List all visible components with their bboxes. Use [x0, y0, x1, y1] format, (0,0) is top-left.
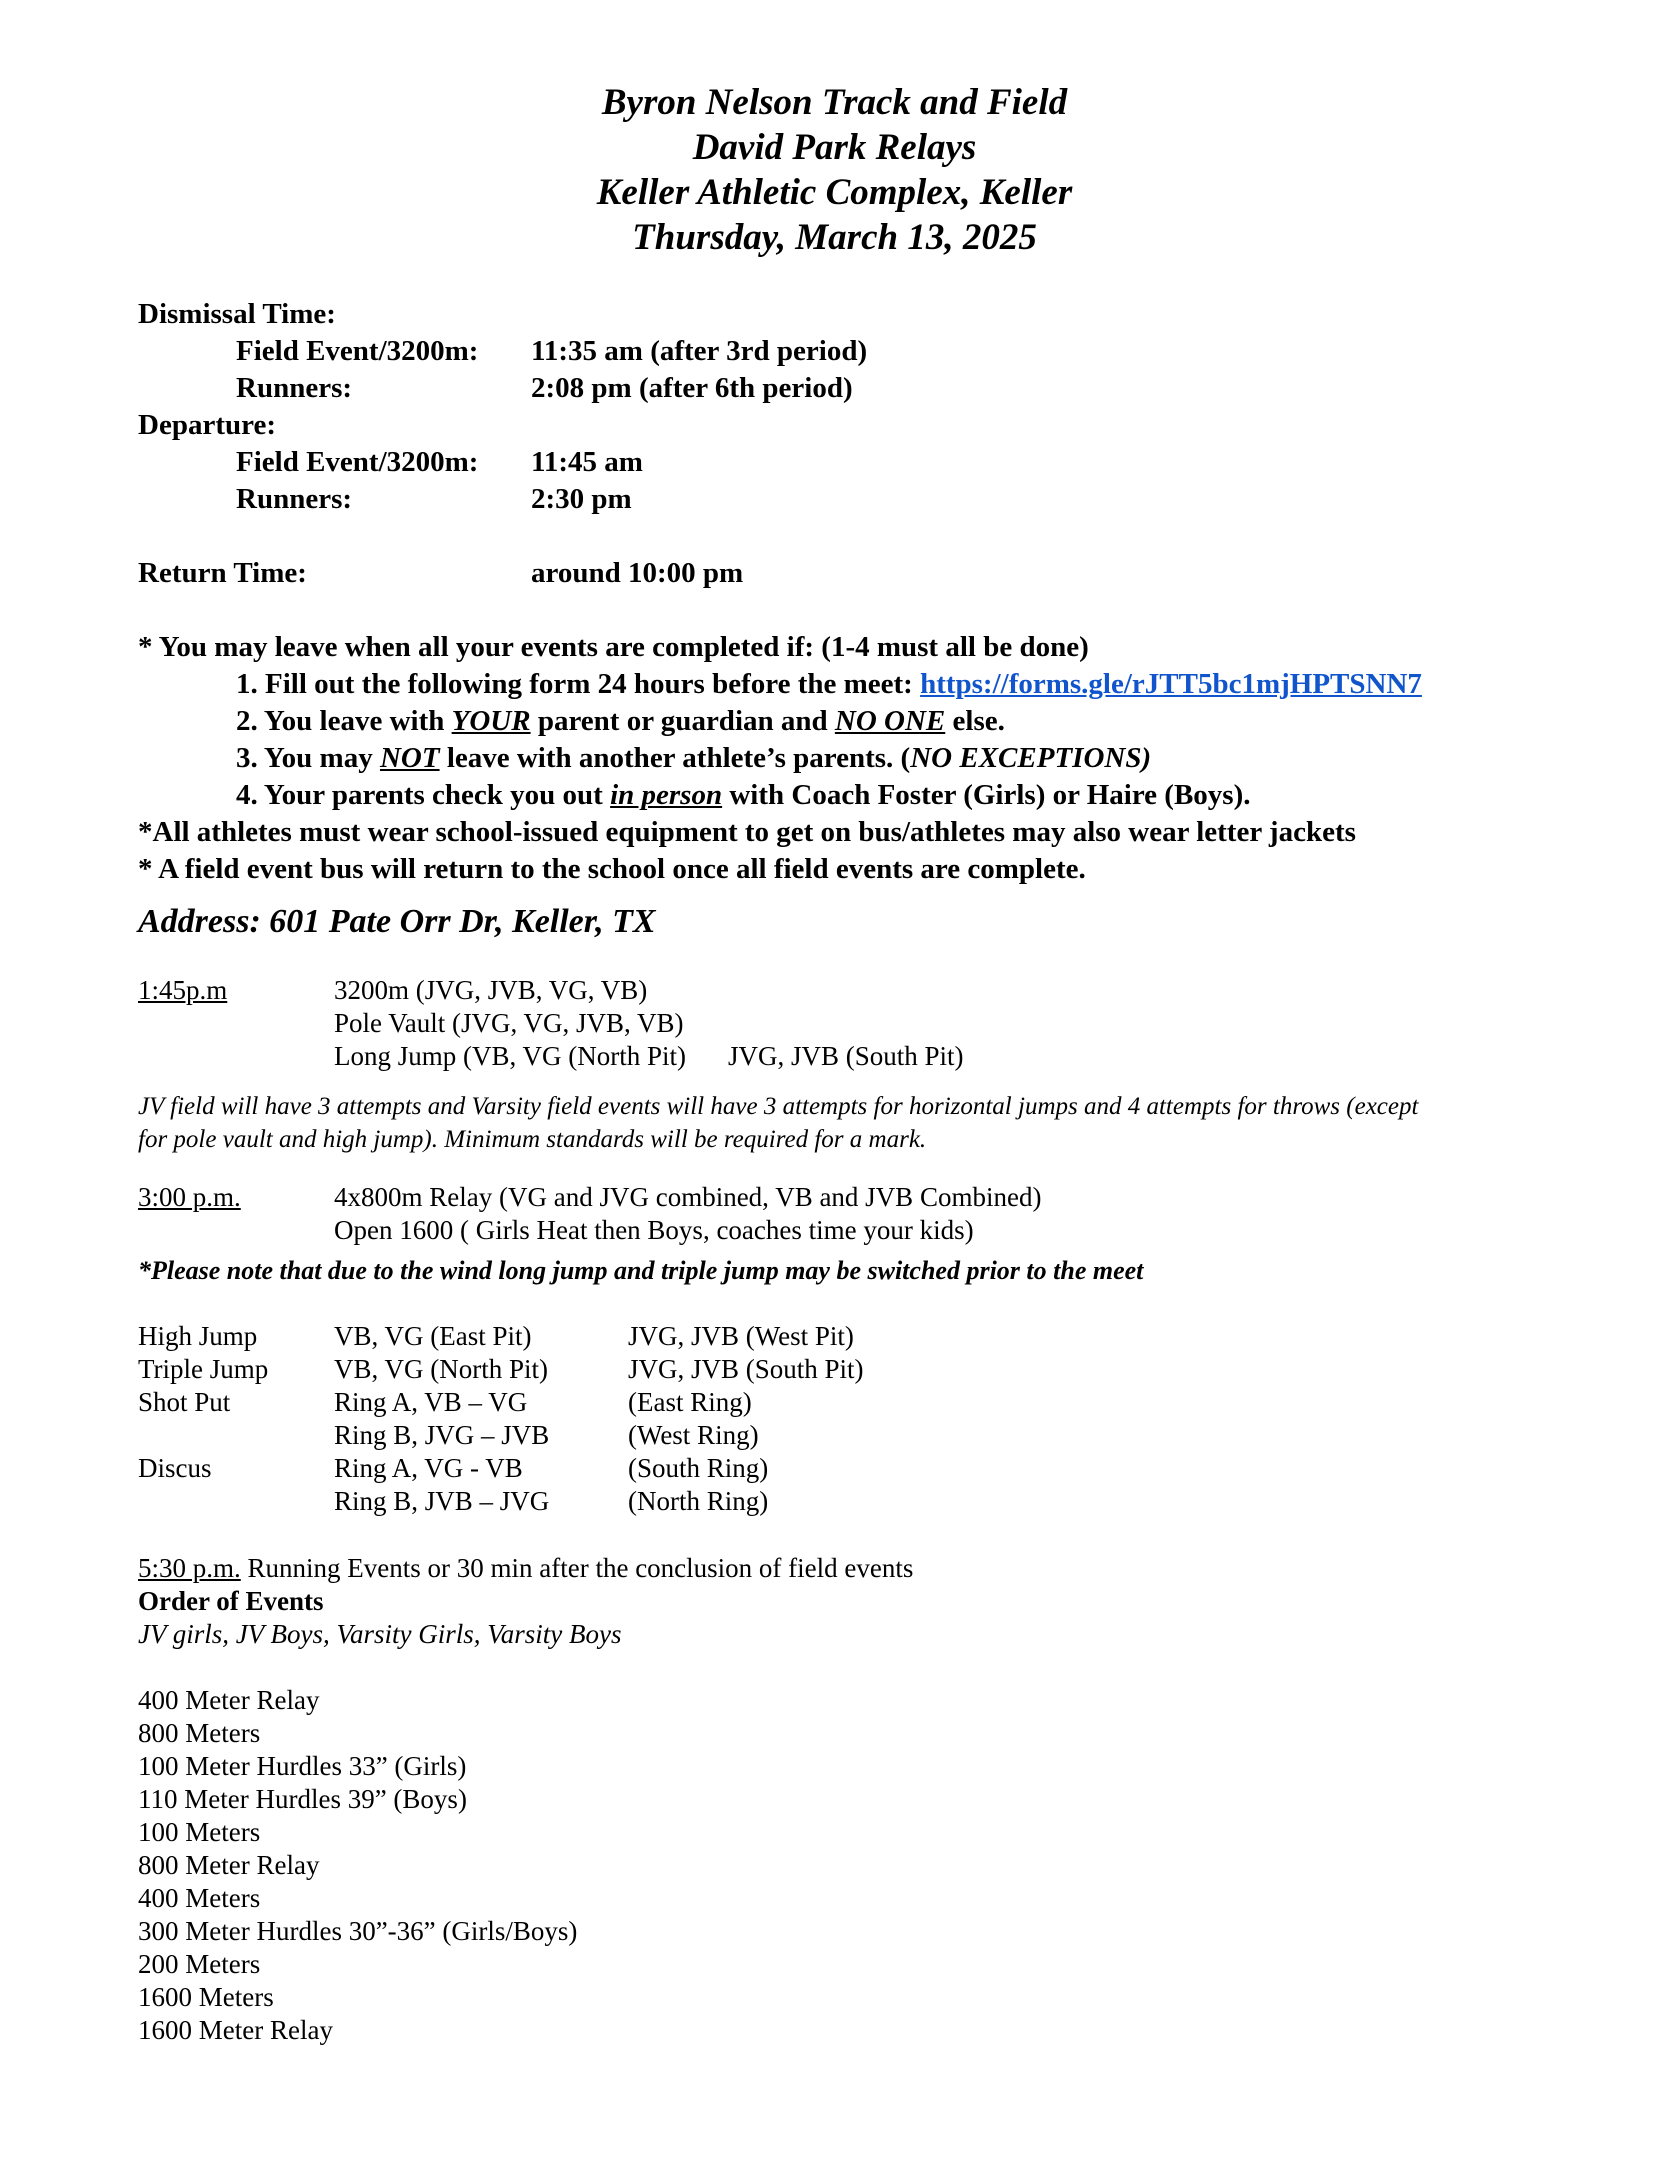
- field-row-event: High Jump: [138, 1321, 258, 1351]
- departure-label: Departure:: [138, 409, 276, 441]
- event-3200m: 3200m (JVG, JVB, VG, VB): [334, 975, 648, 1005]
- rule-2-part-c: parent or guardian and: [530, 705, 835, 737]
- bus-note: * A field event bus will return to the school once all field events are complete.: [138, 853, 1086, 885]
- event-open-1600: Open 1600 ( Girls Heat then Boys, coaches time your kids): [334, 1215, 974, 1245]
- title-line-4: Thursday, March 13, 2025: [632, 217, 1037, 258]
- event-long-jump-jv: JVG, JVB (South Pit): [728, 1041, 964, 1071]
- field-row-assignment: Ring B, JVG – JVB: [334, 1420, 550, 1450]
- order-of-events-heading: Order of Events: [138, 1586, 324, 1616]
- rule-2-emphasis-your: YOUR: [451, 705, 531, 737]
- event-4x800: 4x800m Relay (VG and JVG combined, VB and JVB Combined): [334, 1182, 1042, 1212]
- time-5-30: 5:30 p.m.: [138, 1553, 241, 1583]
- return-value: around 10:00 pm: [531, 557, 744, 589]
- event-long-jump: Long Jump (VB, VG (North Pit): [334, 1041, 687, 1071]
- address: Address: 601 Pate Orr Dr, Keller, TX: [138, 903, 656, 940]
- form-link[interactable]: https://forms.gle/rJTT5bc1mjHPTSNN7: [920, 668, 1422, 700]
- running-event-item: 100 Meters: [138, 1817, 261, 1847]
- running-event-item: 1600 Meters: [138, 1982, 274, 2012]
- field-row-assignment: VB, VG (East Pit): [334, 1321, 532, 1351]
- rule-4-emphasis-in-person: in person: [610, 779, 723, 811]
- running-events-start-text: Running Events or 30 min after the conclusion of field events: [240, 1553, 914, 1583]
- running-event-item: 200 Meters: [138, 1949, 261, 1979]
- rule-1-text: 1. Fill out the following form 24 hours before the meet:: [236, 668, 921, 700]
- field-row-location: (North Ring): [628, 1486, 769, 1516]
- field-row-location: JVG, JVB (West Pit): [628, 1321, 854, 1351]
- dismissal-runners-value: 2:08 pm (after 6th period): [531, 372, 853, 404]
- rule-3-no-exceptions: NO EXCEPTIONS): [910, 742, 1152, 774]
- rule-3: [236, 740, 1151, 777]
- running-event-item: 400 Meter Relay: [138, 1685, 320, 1715]
- running-events-start: [138, 1552, 913, 1585]
- rule-4-part-c: with Coach Foster (Girls) or Haire (Boys).: [722, 779, 1251, 811]
- field-row-location: (South Ring): [628, 1453, 769, 1483]
- event-pole-vault: Pole Vault (JVG, VG, JVB, VB): [334, 1008, 684, 1038]
- field-row-event: Shot Put: [138, 1387, 231, 1417]
- rule-2: [236, 703, 1005, 740]
- running-event-item: 300 Meter Hurdles 30”-36” (Girls/Boys): [138, 1916, 578, 1946]
- running-event-item: 800 Meters: [138, 1718, 261, 1748]
- rule-2-emphasis-no-one: NO ONE: [834, 705, 946, 737]
- wind-note: *Please note that due to the wind long jump and triple jump may be switched prior to the meet: [138, 1256, 1144, 1285]
- rule-3-part-a: 3. You may: [236, 742, 380, 774]
- rule-2-part-e: else.: [945, 705, 1005, 737]
- rule-3-emphasis-not: NOT: [379, 742, 440, 774]
- rule-1: [236, 666, 1422, 703]
- field-row-assignment: Ring A, VB – VG: [334, 1387, 528, 1417]
- field-row-location: JVG, JVB (South Pit): [628, 1354, 864, 1384]
- order-of-events-subtitle: JV girls, JV Boys, Varsity Girls, Varsity Boys: [138, 1619, 622, 1649]
- rules-intro: * You may leave when all your events are completed if: (1-4 must all be done): [138, 631, 1089, 663]
- departure-field-value: 11:45 am: [531, 446, 643, 478]
- time-1-45: 1:45p.m: [138, 975, 228, 1005]
- field-attempts-note-line-1: JV field will have 3 attempts and Varsity field events will have 3 attempts for horizontal jumps and 4 attempts for throws (except: [138, 1093, 1419, 1120]
- departure-runners-label: Runners:: [236, 483, 353, 515]
- field-row-location: (West Ring): [628, 1420, 759, 1450]
- field-row-event: Triple Jump: [138, 1354, 269, 1384]
- rule-4-part-a: 4. Your parents check you out: [236, 779, 611, 811]
- departure-runners-value: 2:30 pm: [531, 483, 632, 515]
- running-event-item: 100 Meter Hurdles 33” (Girls): [138, 1751, 467, 1781]
- running-event-item: 400 Meters: [138, 1883, 261, 1913]
- time-3-00: 3:00 p.m.: [138, 1182, 241, 1212]
- running-event-item: 800 Meter Relay: [138, 1850, 320, 1880]
- field-row-location: (East Ring): [628, 1387, 752, 1417]
- title-line-3: Keller Athletic Complex, Keller: [596, 172, 1073, 213]
- field-row-event: Discus: [138, 1453, 212, 1483]
- title-line-2: David Park Relays: [692, 127, 977, 168]
- running-event-item: 1600 Meter Relay: [138, 2015, 333, 2045]
- field-row-assignment: Ring B, JVB – JVG: [334, 1486, 550, 1516]
- dismissal-field-label: Field Event/3200m:: [236, 335, 479, 367]
- field-row-assignment: VB, VG (North Pit): [334, 1354, 549, 1384]
- return-label: Return Time:: [138, 557, 307, 589]
- rule-3-part-c: leave with another athlete’s parents. (: [439, 742, 911, 774]
- field-attempts-note-line-2: for pole vault and high jump). Minimum standards will be required for a mark.: [138, 1126, 927, 1153]
- title-line-1: Byron Nelson Track and Field: [601, 82, 1068, 123]
- rule-2-part-a: 2. You leave with: [236, 705, 452, 737]
- departure-field-label: Field Event/3200m:: [236, 446, 479, 478]
- dismissal-label: Dismissal Time:: [138, 298, 336, 330]
- running-event-item: 110 Meter Hurdles 39” (Boys): [138, 1784, 467, 1814]
- dismissal-field-value: 11:35 am (after 3rd period): [531, 335, 868, 367]
- rule-4: [236, 777, 1250, 814]
- dismissal-runners-label: Runners:: [236, 372, 353, 404]
- field-row-assignment: Ring A, VG - VB: [334, 1453, 523, 1483]
- equipment-note: *All athletes must wear school-issued equipment to get on bus/athletes may also wear letter jackets: [138, 816, 1356, 848]
